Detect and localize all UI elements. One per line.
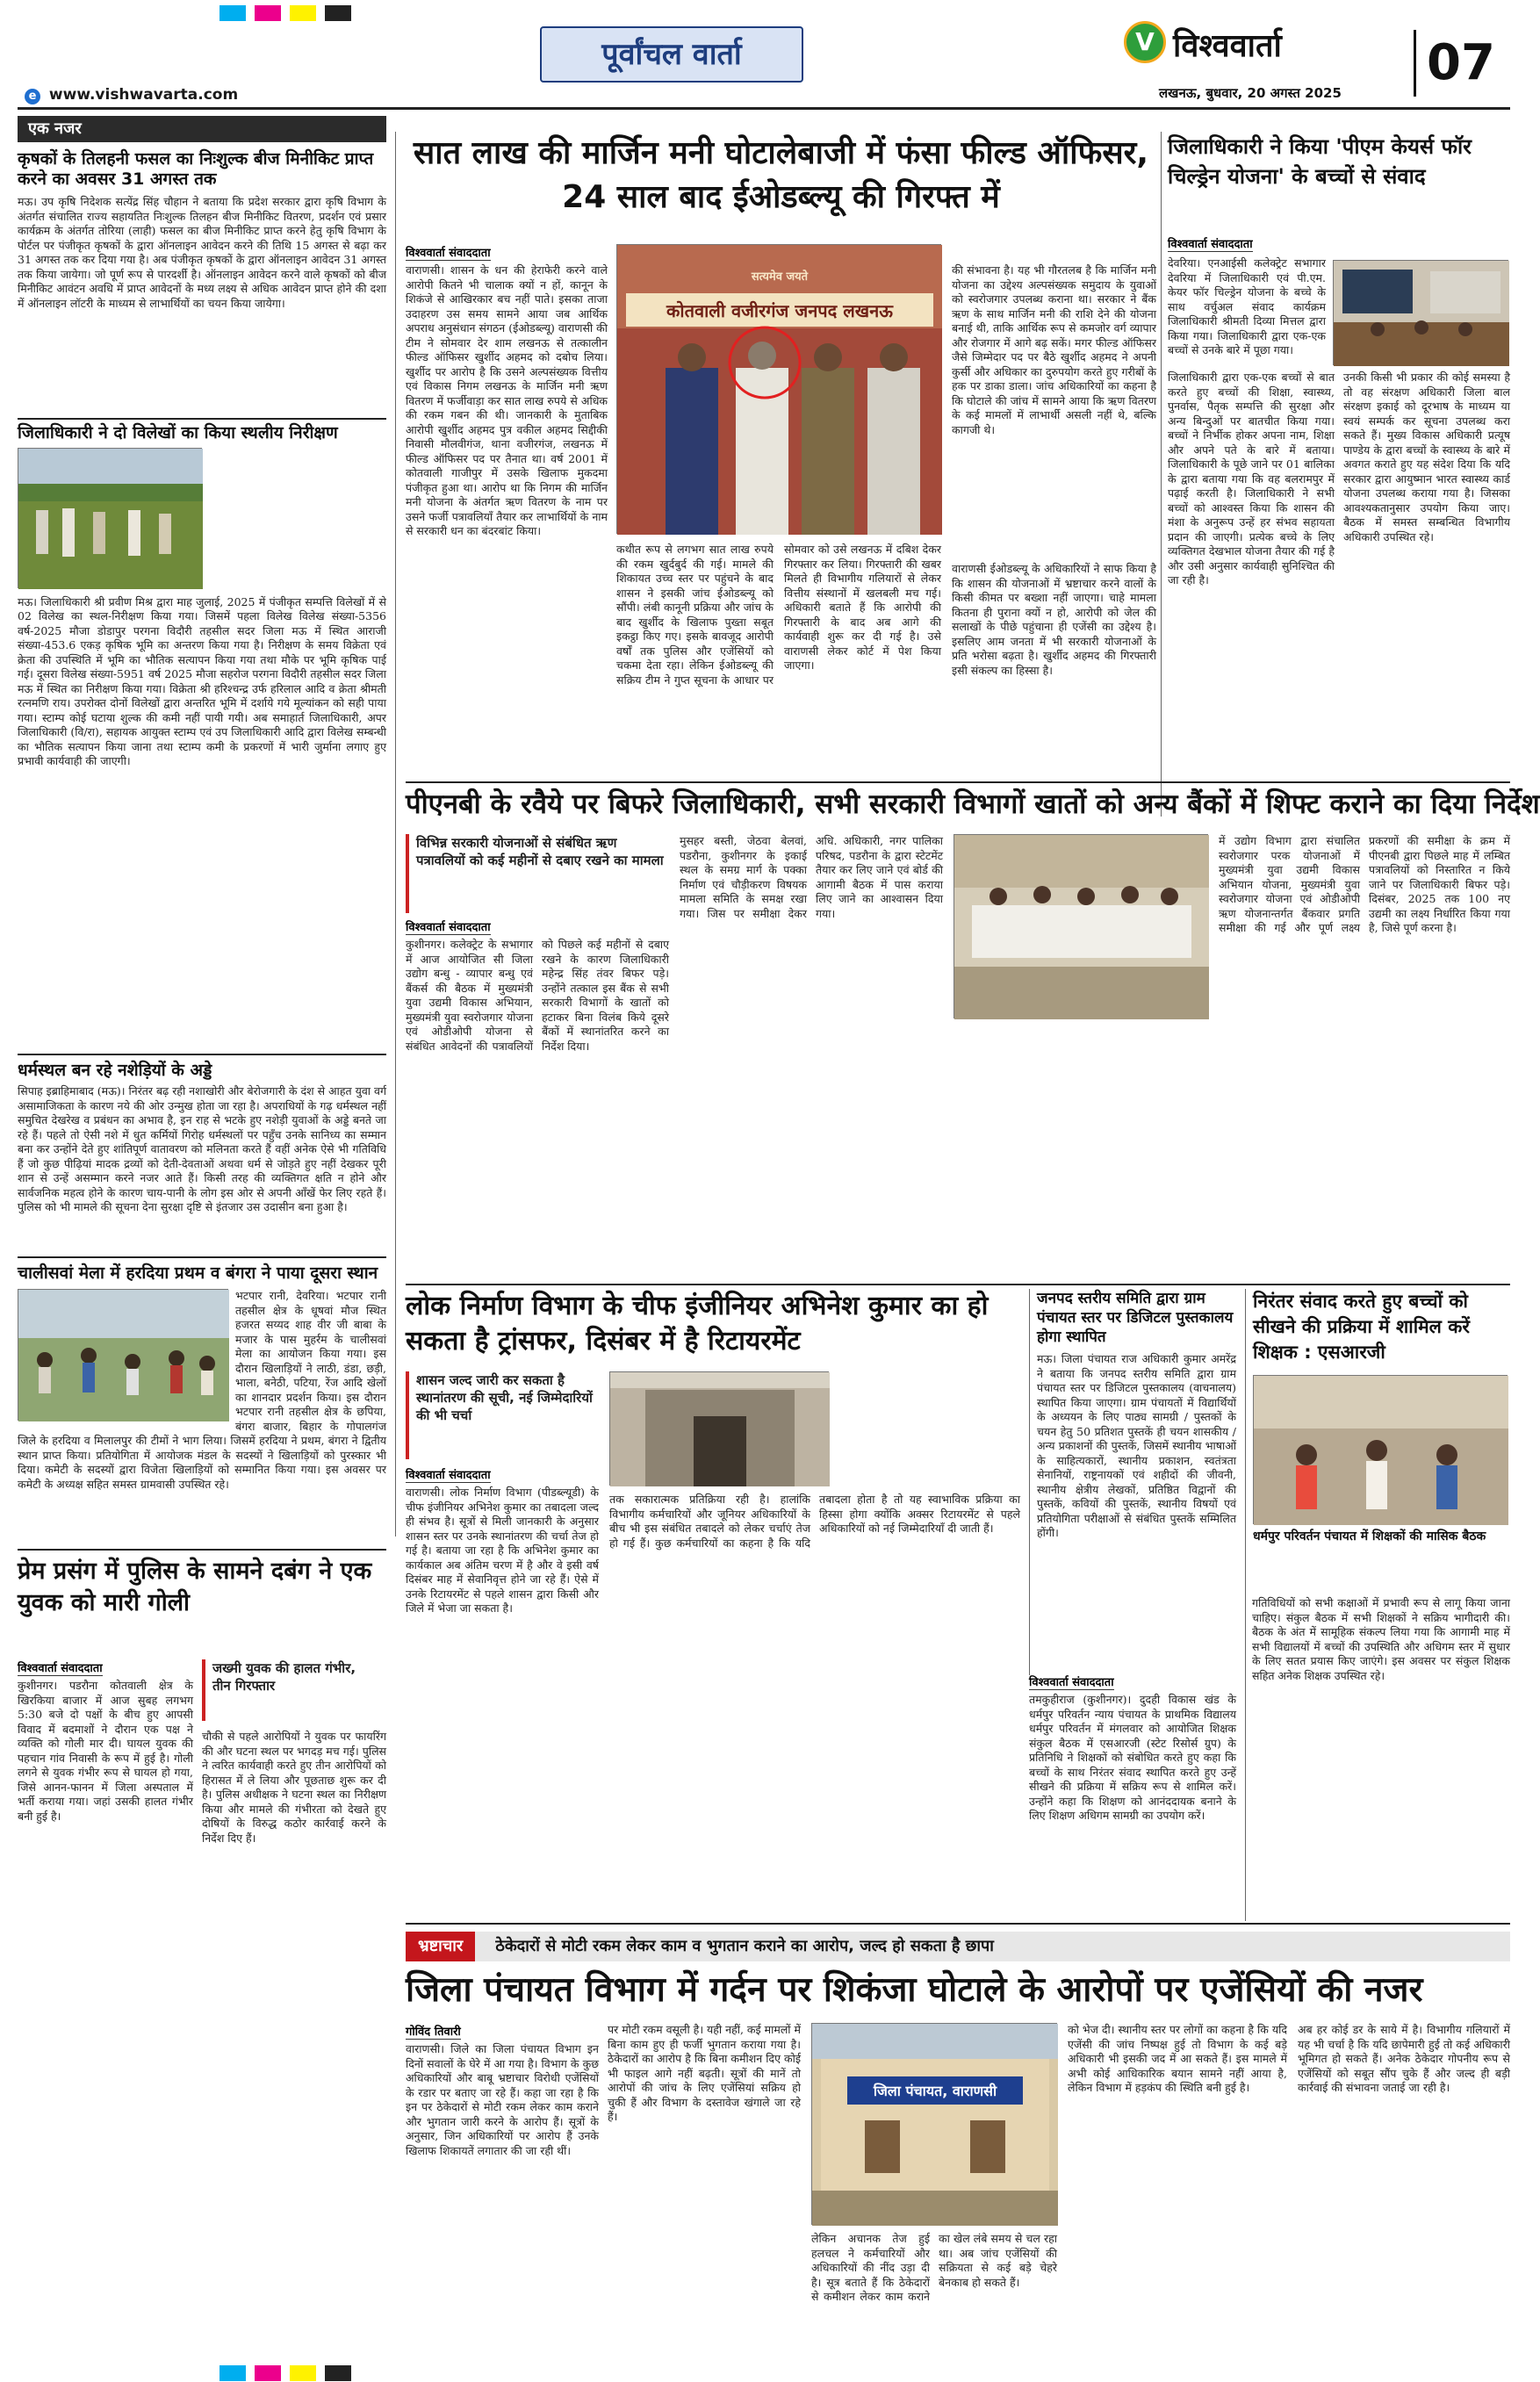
zp-kicker: भ्रष्टाचार [406, 1932, 475, 1961]
love-byline [18, 1659, 103, 1675]
library-headline: जनपद स्तरीय समिति द्वारा ग्राम पंचायत स्तर पर डिजिटल पुस्तकालय होगा स्थापित [1037, 1290, 1234, 1346]
love-quote-text: जख्मी युवक की हालत गंभीर, तीन गिरफ्तार [212, 1660, 356, 1694]
dm-body-2: जिलाधिकारी द्वारा एक-एक बच्चों से बात करते हुए बच्चों की शिक्षा, स्वास्थ्य, पुनर्वास, पैतृक सम्पत्ति की सुरक्षा और अन्य बिन्दुओं पर बातचीत किया गया। बच्चों ने निर्भीक होकर अपना नाम, शिक्षा और अपने पते के बारे में बताया। जिलाधिकारी के पूछे जाने पर 01 बालिका के द्वारा बताया गया कि वह बलरामपुर में पढ़ाई करती है। जिलाधिकारी ने सभी बच्चों को आश्वस्त किया कि शासन की मंशा के अनुरूप उन्हें हर संभव सहायता प्रदान की जाएगी। प्रत्येक बच्चे के लिए व्यक्तिगत देखभाल योजना तैयार की गई है और उसी अनुसार कार्यवाही सुनिश्चित की जा रही है। [1168, 371, 1335, 587]
left-column [18, 116, 386, 1047]
fee-body-3: की संभावना है। यह भी गौरतलब है कि मार्जिन मनी योजना का उद्देश्य अल्पसंख्यक समुदाय के युवाओं को स्वरोजगार उपलब्ध कराना था। सरकार ने बैंक ऋण के साथ मार्जिन मनी की राशि देने की योजना बनाई थी, ताकि आर्थिक रूप से कमजोर वर्ग व्यापार और रोजगार में आगे बढ़ सकें। मगर फील्ड ऑफिसर जैसे जिम्मेदार पद पर बैठे खुर्शीद अहमद ने अपनी कुर्सी और अधिकार का दुरुपयोग करते हुए गरीबों के हक पर डाका डाला। जांच अधिकारियों का कहना है कि घोटाले की जांच में सामने आया कि ऋण वितरण के कई मामलों में लाभार्थी असली नहीं थे, बल्कि कागजी थे। [952, 263, 1156, 436]
brand-name: विश्ववार्ता [1173, 28, 1282, 64]
teacher-headline: निरंतर संवाद करते हुए बच्चों को सीखने की प्रक्रिया में शामिल करें शिक्षक : एसआरजी [1253, 1291, 1470, 1363]
pnb-body-2b [680, 1018, 1208, 1273]
teacher-caption-text: धर्मपुर परिवर्तन पंचायत में शिक्षकों की मासिक बैठक [1253, 1529, 1486, 1544]
pwd-office-image [610, 1372, 830, 1486]
pwd-body-1: वाराणसी। लोक निर्माण विभाग (पीडब्ल्यूडी) के चीफ इंजीनियर अभिनेश कुमार का तबादला जल्द ही संभव है। सूत्रों से मिली जानकारी के अनुसार शासन स्तर पर उनके स्थानांतरण की चर्चा तेज हो गई है। बताया जा रहा है कि अभिनेश कुमार का कार्यकाल अब अंतिम चरण में है और वे इसी वर्ष दिसंबर माह में सेवानिवृत्त होने जा रहे हैं। ऐसे में उनके रिटायरमेंट से पहले शासन द्वारा किसी और जिले में भेजा जा सकता है। [406, 1486, 599, 1615]
police-station-sign: कोतवाली वजीरगंज जनपद लखनऊ [666, 300, 893, 321]
registration-mark-yellow [290, 5, 316, 21]
left-item1-body: मऊ। उप कृषि निदेशक सत्येंद्र सिंह चौहान ने बताया कि प्रदेश सरकार द्वारा कृषि विभाग के अंतर्गत संचालित राज्य सहायतित निःशुल्क तिलहन बीज मिनीकिट वितरण, प्रदर्शन एवं प्रसार कार्यक्रम के अंतर्गत तोरिया (लाही) फसल का बीज मिनीकिट प्राप्त करने हेतु कृषि विभाग के पोर्टल पर पंजीकृत कृषकों के द्वारा ऑनलाइन आवेदन करने की तिथि 15 अगस्त से बढ़ा कर 31 अगस्त तक कर दिया गया है। अब पंजीकृत कृषकों के द्वारा ऑनलाइन आवेदन 31 अगस्त तक किया जायेगा। जो पूर्ण रूप से पारदर्शी है। ऑनलाइन आवेदन करने वाले कृषकों को बीज मिनीकिट आवंटन अवधि में प्राप्त आवेदनों के मध्य लक्ष्य से अधिक आवेदन प्राप्त होने की दशा में ऑनलाइन लॉटरी के माध्यम से लाभार्थियों का चयन किया जायेगा। [18, 195, 386, 310]
fee-body-1: वाराणसी। शासन के धन की हेराफेरी करने वाले आरोपी कितने भी चालाक क्यों न हों, कानून के शिकंजे से आखिरकार बच नहीं पाते। इसका ताजा उदाहरण उस समय सामने आया जब आर्थिक अपराध अनुसंधान संगठन (ईओडब्ल्यू) वाराणसी की टीम ने सोमवार देर शाम लखनऊ से तत्कालीन फील्ड ऑफिसर खुर्शीद अहमद को दबोच लिया। खुर्शीद पर आरोप है कि उसने अल्पसंख्यक वित्तीय एवं विकास निगम लखनऊ के मार्जिन मनी ऋण वितरण में फर्जीवाड़ा कर सात लाख रुपये से अधिक की रकम गबन की थी। जानकारी के मुताबिक आरोपी खुर्शीद अहमद पुत्र वकील अहमद सिद्दीकी निवासी मौलवीगंज, थाना वजीरगंज, लखनऊ में फील्ड ऑफिसर पद पर तैनात था। वर्ष 2001 में कोतवाली गाजीपुर में उसके खिलाफ मुकदमा पंजीकृत हुआ था। आरोप था कि निगम की मार्जिन मनी योजना के अंतर्गत ऋण वितरण के नाम पर उसने फर्जी पत्रावलियाँ तैयार कर लाभार्थियों के नाम से सरकारी धन का बंदरबांट किया। [406, 263, 608, 537]
pnb-meeting-image [954, 835, 1209, 1019]
zp-office-photo [811, 2023, 1057, 2225]
web-e-icon: e [25, 89, 40, 104]
registration-mark-yellow-bottom [290, 2365, 316, 2381]
svg-text:सत्यमेव जयते: सत्यमेव जयते [751, 270, 809, 284]
love-quote [202, 1659, 378, 1721]
love-byline-text: विश्ववार्ता संवाददाता [18, 1662, 103, 1675]
brand-logo [1124, 21, 1166, 63]
library-body: मऊ। जिला पंचायत राज अधिकारी कुमार अमरेंद्र ने बताया कि जनपद स्तरीय समिति द्वारा ग्राम पंचायत स्तर पर डिजिटल पुस्तकालय (वाचनालय) स्थापित किया जाएगा। ग्राम पंचायतों में विद्यार्थियों के अध्ययन के लिए पाठ्य सामग्री / पुस्तकों के चयन हेतु 50 प्रतिशत पुस्तकें ही चयन शासकीय / अन्य प्रकाशनों की पुस्तकें, जिसमें स्थानीय भाषाओं के साहित्यकारों, स्थानीय प्रकाशन, स्वतंत्रता सेनानियों, राष्ट्रनायकों एवं शहीदों की जीवनी, स्थानीय क्षेत्रीय लेखकों, प्रतिष्ठित विद्वानों की पुस्तकें, कवियों की पुस्तकें, स्थानीय विषयों एवं प्रतियोगिता परीक्षाओं से संबंधित पुस्तकें सम्मिलित होंगी। [1037, 1352, 1236, 1539]
police-station-photo [616, 244, 941, 534]
zp-kicker-sub: ठेकेदारों से मोटी रकम लेकर काम व भुगतान कराने का आरोप, जल्द हो सकता है छापा [495, 1937, 994, 1955]
pnb-byline-text: विश्ववार्ता संवाददाता [406, 921, 491, 934]
dm-byline-text: विश्ववार्ता संवाददाता [1168, 238, 1253, 251]
col-sep-right [1161, 132, 1162, 817]
teacher-byline-text: विश्ववार्ता संवाददाता [1029, 1676, 1114, 1689]
pwd-quote [406, 1371, 599, 1459]
love-divider [18, 1549, 386, 1551]
fee-body-2: कथीत रूप से लगभग सात लाख रुपये की रकम खुर्दबुर्द की गई। मामले की शिकायत उच्च स्तर पर पहुंचने के बाद शासन ने इसकी जांच ईओडब्ल्यू को सौंपी। लंबी कानूनी प्रक्रिया और जांच के बाद खुर्शीद के खिलाफ पुख्ता सबूत इकट्ठा किए गए। इसके बावजूद आरोपी वर्षों तक पुलिस और एजेंसियों को चकमा देता रहा। लेकिन ईओडब्ल्यू की सक्रिय टीम ने गुप्त सूचना के आधार पर सोमवार को उसे लखनऊ में दबिश देकर गिरफ्तार कर लिया। गिरफ्तारी की खबर मिलते ही विभागीय गलियारों से लेकर वित्तीय संस्थानों में खलबली मच गई। अधिकारी बताते हैं कि आरोपी की गिरफ्तारी के बाद अब आगे की कार्यवाही शुरू कर दी गई है। उसे वाराणसी लेकर कोर्ट में पेश किया जाएगा। [616, 543, 941, 687]
zp-office-sign: जिला पंचायत, वाराणसी [873, 2083, 997, 2099]
zp-top-rule [406, 1923, 1510, 1925]
zp-body-1: वाराणसी। जिले का जिला पंचायत विभाग इन दिनों सवालों के घेरे में आ गया है। विभाग के कुछ अधिकारियों और बाबू भ्रष्टाचार विरोधी एजेंसियों के रडार पर बताए जा रहे हैं। कहा जा रहा है कि इन पर ठेकेदारों से मोटी रकम लेकर काम कराने और भुगतान जारी करने के आरोप हैं। सूत्रों के अनुसार, जिन अधिकारियों पर आरोप हैं उनके खिलाफ शिकायतें लगातार की जा रही थीं। [406, 2042, 599, 2157]
ek-nazar-label: एक नजर [18, 116, 386, 142]
zp-byline-text: गोविंद तिवारी [406, 2026, 461, 2039]
pnb-byline [406, 918, 491, 934]
pnb-quote [406, 834, 669, 913]
pnb-meeting-photo [954, 834, 1208, 1018]
left-item2-body: मऊ। जिलाधिकारी श्री प्रवीण मिश्र द्वारा माह जुलाई, 2025 में पंजीकृत सम्पत्ति विलेखों में से 02 विलेख का स्थल-निरीक्षण किया गया। जिसमें पहला विलेख विलेख संख्या-5356 वर्ष-2025 मौजा डोडापुर परगना विदौरी तहसील सदर जिला मऊ में स्थित आराजी संख्या-453.6 एकड़ कृषिक भूमि का अन्तरण किया गया है। निरीक्षण के समय विक्रेता एवं क्रेता की उपस्थिति में भूमि का भौतिक सत्यापन किया गया तथा मौके पर भूमि कृषिक पाई गई। दूसरा विलेख संख्या-5951 वर्ष 2025 मौजा सहरोज परगना विदौरी तहसील सदर जिला मऊ में स्थित का निरीक्षण किया गया। विक्रेता श्री हरिश्चन्द्र उर्फ हरिलाल आदि व क्रेता श्रीमती रत्नमणि राय। उपरोक्त दोनों विलेखों द्वारा अन्तरित भूमि में दर्शाये गये मूल्यांकन को सही पाया गया। स्टाम्प कोई घटाया शुल्क की कमी नहीं पायी गयी। अब समाहार्त जिलाधिकारी, अपर जिलाधिकारी (वि/रा), सहायक आयुक्त स्टाम्प एवं उप जिलाधिकारी आदि द्वारा विलेख सम्बन्धी का भौतिक सत्यापन किया जाना तथा स्टाम्प कमी के प्रकरणों में भारी जुर्माना लगाए हुए प्रभावी कार्यवाही की जाएगी। [18, 594, 386, 768]
story-library [1029, 1289, 1236, 1675]
fee-byline [406, 244, 491, 260]
fee-body-4: वाराणसी ईओडब्ल्यू के अधिकारियों ने साफ किया है कि शासन की योजनाओं में भ्रष्टाचार करने वालों के किसी कीमत पर बख्शा नहीं जाएगा। चाहे मामला कितना ही पुराना क्यों न हो, आरोपी को जेल की सलाखों के पीछे पहुंचाना ही एजेंसी का उद्देश्य है। इसलिए आम जनता में भी सरकारी योजनाओं के प्रति भरोसा बढ़ता है। खुर्शीद अहमद की गिरफ्तारी इसी संकल्प का हिस्सा है। [952, 562, 1156, 677]
website-line [25, 86, 238, 104]
fee-byline-text: विश्ववार्ता संवाददाता [406, 247, 491, 260]
dm-meeting-image [1334, 261, 1509, 366]
zp-body-3: लेकिन अचानक तेज हुई हलचल ने कर्मचारियों और अधिकारियों की नींद उड़ा दी है। सूत्र बताते हैं कि ठेकेदारों से कमीशन लेकर काम कराने का खेल लंबे समय से चल रहा था। अब जांच एजेंसियों की सक्रियता से कई बड़े चेहरे बेनकाब हो सकते हैं। [811, 2232, 1057, 2303]
header-rule [18, 107, 1510, 110]
zp-kicker-row [406, 1932, 1510, 1961]
fair-crowd-image [18, 1290, 229, 1421]
left-item2-title: जिलाधिकारी ने दो विलेखों का किया स्थलीय निरीक्षण [18, 423, 338, 443]
left-item3-body: सिपाह इब्राहिमाबाद (मऊ)। निरंतर बढ़ रही नशाखोरी और बेरोजगारी के दंश से आहत युवा वर्ग असामाजिकता के कारण नये की ओर उन्मुख होता जा रहा है। अपराधियों के गढ़ धर्मस्थल नहीं समुचित देखरेख व प्रबंधन का अभाव है, इन राह से भटके हुए नशेड़ी युवाओं के अड्डे बनते जा रहे हैं। पहले तो ऐसी नशे में धुत कर्मियों गिरोह धर्मस्थलों पर पहुँच उनके सानिध्य का सम्मान बना कर उन्होंने देते हुए शांतिपूर्ण वातावरण को मलिनता करते हैं वहीं अनेक ऐसे भी गतिविधि हैं जो कुछ पीढ़ियां मादक द्रव्यों को देती-देवताओं अथवा धर्म से जोड़ते हुए नहीं देखकर पूरी शान से उन्हें असम्मान करने नजर आते हैं। किसी तरह की व्यक्तिगत क्षति न होने और सार्वजनिक महत्व होने के कारण चाय-पानी के लोग इस ओर से अपनी आँखें फेर लिए रहते हैं। पुलिस को भी मामले की सूचना देना सुरक्षा दृष्टि से इंतजार उस उदासीन बना हुआ है। [18, 1084, 386, 1214]
story-dm-pm-cares [1168, 132, 1510, 817]
col-sep-left [395, 132, 396, 1536]
pnb-body-1: कुशीनगर। कलेक्ट्रेट के सभागार में आज आयोजित सी जिला उद्योग बन्धु - व्यापार बन्धु एवं बैंकर्स की बैठक में मुख्यमंत्री युवा उद्यमी विकास अभियान, मुख्यमंत्री युवा स्वरोजगार योजना एवं ओडीओपी योजना से संबंधित आवेदनों की पत्रावलियों को पिछले कई महीनों से दबाए रखने के कारण जिलाधिकारी महेन्द्र सिंह तंवर बिफर पड़े। उन्होंने तत्काल इस बैंक से सभी सरकारी विभागों के खातों को हटाकर बिना विलंब किये दूसरे बैंकों में स्थानांतरित करने का निर्देश दिया। [406, 938, 669, 1053]
dm-body-3: उनकी किसी भी प्रकार की कोई समस्या है तो वह संरक्षण अधिकारी जिला बाल संरक्षण इकाई को दूरभाष के माध्यम या स्वयं सम्पर्क कर सूचना उपलब्ध करा सकते हैं। मुख्य विकास अधिकारी प्रत्यूष पाण्डेय के द्वारा बच्चों के स्वास्थ्य के बारे में अवगत कराते हुए यह संदेश दिया कि यदि सरकार द्वारा आयुष्मान भारत स्वास्थ्य कार्ड योजना उपलब्ध कराया गया है। जिसका आवश्यकतानुसार उपयोग किया जाए। बैठक में समस्त सम्बन्धित विभागीय अधिकारी उपस्थित रहे। [1343, 371, 1510, 543]
masthead [0, 0, 1528, 111]
story-pnb [406, 787, 1540, 1287]
left-column-lower [18, 1054, 386, 1545]
left-item3-title: धर्मस्थल बन रहे नशेड़ियों के अड्डे [18, 1061, 212, 1080]
teacher-meeting-image [1254, 1376, 1508, 1525]
left-divider-3 [18, 1256, 386, 1258]
pwd-byline-text: विश्ववार्ता संवाददाता [406, 1469, 491, 1482]
pnb-body-3: में उद्योग विभाग द्वारा संचालित स्वरोजगार परक योजनाओं में मुख्यमंत्री युवा उद्यमी विकास अभियान योजना, मुख्यमंत्री युवा स्वरोजगार योजना एवं ओडीओपी ऋण योजनान्तर्गत बैंकवार प्रगति समीक्षा की गई और पूर्ण लक्ष्य प्रकरणों की समीक्षा के क्रम में पीएनबी द्वारा पिछले माह में लम्बित पत्रावलियों को निस्तारित न किये जाने पर जिलाधिकारी बिफर पड़े। दिसंबर, 2025 तक 100 नए उद्यमी का लक्ष्य निर्धारित किया गया है, जिसे पूर्ण करना है। [1219, 834, 1510, 934]
left-divider-2 [18, 1054, 386, 1055]
page-number-box [1414, 30, 1505, 97]
registration-mark-black [325, 5, 351, 21]
love-headline: प्रेम प्रसंग में पुलिस के सामने दबंग ने एक युवक को मारी गोली [18, 1558, 372, 1616]
pnb-body-2: मुसहर बस्ती, जेठवा बेलवां, पडरौना, कुशीनगर के इकाई स्थल के समग्र मार्ग के पक्का निर्माण एवं चौड़ीकरण विषयक मामला समिति के समक्ष रखा गया। जिस पर समीक्षा देकर अधि. अधिकारी, नगर पालिका परिषद, पडरौना के द्वारा स्टेटमेंट तैयार कर लिए जाने एवं बोर्ड की आगामी बैठक में पास कराया लिए जाने का आश्वासन दिया गया। [680, 834, 943, 920]
love-body-1: कुशीनगर। पडरौना कोतवाली क्षेत्र के खिरकिया बाजार में आज सुबह लगभग 5:30 बजे दो पक्षों के बीच हुए आपसी विवाद में बदमाशों ने दौरान एक पक्ष ने व्यक्ति को गोली मार दी। घायल युवक की पहचान गांव निवासी के रूप में हुई है। गोली लगने से युवक गंभीर रूप से घायल हो गया, जिसे आनन-फानन में जिला अस्पताल में भर्ती कराया गया। जहां उसकी हालत गंभीर बनी हुई है। [18, 1679, 193, 1823]
fee-headline: सात लाख की मार्जिन मनी घोटालेबाजी में फंसा फील्ड ऑफिसर, 24 साल बाद ईओडब्ल्यू की गिरफ्त में [413, 135, 1149, 215]
pwd-body-2: तक सकारात्मक प्रतिक्रिया रही है। हालांकि विभागीय कर्मचारियों और जूनियर अधिकारियों के बीच भी इस संबंधित तबादले को लेकर चर्चाएं तेज हो गई हैं। कुछ कर्मचारियों का कहना है कि यदि तबादला होता है तो यह स्वाभाविक प्रक्रिया का हिस्सा होगा क्योंकि अक्सर रिटायरमेंट से पहले अधिकारियों को नई जिम्मेदारियाँ दी जाती हैं। [609, 1493, 1020, 1550]
teacher-body-2: गतिविधियों को सभी कक्षाओं में प्रभावी रूप से लागू किया जाना चाहिए। संकुल बैठक में सभी शिक्षकों ने सक्रिय भागीदारी की। बैठक के अंत में सामूहिक संकल्प लिया गया कि आगामी माह में सभी विद्यालयों में बच्चों की उपस्थिति और अधिगम स्तर में सुधार के लिए सतत प्रयास किए जाएंगे। इस अवसर पर संकुल शिक्षक सहित अनेक शिक्षक उपस्थित रहे। [1252, 1596, 1510, 1682]
dm-byline [1168, 235, 1510, 251]
pwd-headline: लोक निर्माण विभाग के चीफ इंजीनियर अभिनेश कुमार का हो सकता है ट्रांसफर, दिसंबर में है रिटायरमेंट [406, 1291, 989, 1357]
dateline: लखनऊ, बुधवार, 20 अगस्त 2025 [1159, 85, 1342, 101]
left-divider-1 [18, 418, 386, 420]
teacher-meeting-photo [1253, 1375, 1508, 1524]
left-item4-title: चालीसवां मेला में हरदिया प्रथम व बंगरा ने पाया दूसरा स्थान [18, 1263, 378, 1284]
left-item1-title: कृषकों के तिलहनी फसल का निःशुल्क बीज मिनीकिट प्राप्त करने का अवसर 31 अगस्त तक [18, 149, 374, 190]
pwd-quote-text: शासन जल्द जारी कर सकता है स्थानांतरण की सूची, नई जिम्मेदारियों की भी चर्चा [416, 1372, 593, 1423]
registration-mark-cyan-bottom [219, 2365, 246, 2381]
section-title: पूर्वांचल वार्ता [601, 37, 742, 72]
zp-office-image [812, 2024, 1058, 2226]
website-url[interactable]: www.vishwavarta.com [48, 86, 239, 104]
pnb-quote-text: विभिन्न सरकारी योजनाओं से संबंधित ऋण पत्रावलियों को कई महीनों से दबाए रखने का मामला [416, 835, 664, 868]
page-number: 07 [1427, 34, 1495, 91]
police-station-image [617, 245, 942, 535]
pnb-divider [406, 781, 1510, 783]
zp-body-4: को भेज दी। स्थानीय स्तर पर लोगों का कहना है कि यदि एजेंसी की जांच निष्पक्ष हुई तो विभाग के कई बड़े अधिकारी भी इसकी जद में आ सकते हैं। इस मामले में अभी कोई आधिकारिक बयान सामने नहीं आया है, लेकिन विभाग में हड़कंप की स्थिति बनी हुई है। [1068, 2023, 1287, 2094]
teacher-body-1: तमकुहीराज (कुशीनगर)। दुदही विकास खंड के धर्मपुर परिवर्तन न्याय पंचायत के प्राथमिक विद्यालय धर्मपुर परिवर्तन में मंगलवार को आयोजित शिक्षक संकुल बैठक में एसआरजी (स्टेट रिसोर्स ग्रुप) के प्रतिनिधि ने शिक्षकों को संबोधित करते हुए कहा कि बच्चों के साथ निरंतर संवाद स्थापित करते हुए उन्हें सीखने की प्रक्रिया में सक्रिय रूप से शामिल करें। उन्होंने कहा कि शिक्षण को आनंददायक बनाने के लिए शिक्षण अधिगम सामग्री का उपयोग करें। [1029, 1693, 1236, 1822]
fair-photo [18, 1289, 228, 1421]
love-body-2: चौकी से पहले आरोपियों ने युवक पर फायरिंग की और घटना स्थल पर भगदड़ मच गई। पुलिस ने त्वरित कार्यवाही करते हुए तीन आरोपियों को हिरासत में ले लिया और पूछताछ शुरू कर दी है। पुलिस अधीक्षक ने घटना स्थल का निरीक्षण किया और मामले की गंभीरता को देखते हुए दोषियों के विरुद्ध कठोर कार्रवाई करने के निर्देश दिए हैं। [202, 1730, 386, 1845]
section-banner [540, 26, 803, 83]
zp-byline [406, 2023, 461, 2039]
zp-body-5: अब हर कोई डर के साये में है। विभागीय गलियारों में यह भी चर्चा है कि यदि छापेमारी हुई तो कई अधिकारी भूमिगत हो सकते हैं। अनेक ठेकेदार गोपनीय रूप से एजेंसियों को सबूत सौंप चुके हैं और जल्द ही बड़ी कार्रवाई की संभावना जताई जा रही है। [1298, 2023, 1510, 2094]
brand-v-icon: V [1135, 27, 1155, 56]
pnb-headline: पीएनबी के रवैये पर बिफरे जिलाधिकारी, सभी सरकारी विभागों खातों को अन्य बैंकों में शिफ्ट कराने का दिया निर्देश [406, 788, 1540, 820]
dm-body-1: देवरिया। एनआईसी कलेक्ट्रेट सभागार देवरिया में जिलाधिकारी एवं पी.एम. केयर फॉर चिल्ड्रेन योजना के बच्चे के साथ वर्चुअल संवाद कार्यक्रम जिलाधिकारी श्रीमती दिव्या मित्तल द्वारा किया गया। जिलाधिकारी द्वारा एक-एक बच्चों से उनके बारे में पूछा गया। [1168, 256, 1326, 356]
registration-mark-magenta-bottom [255, 2365, 281, 2381]
zp-body-2: पर मोटी रकम वसूली है। यही नहीं, कई मामलों में बिना काम हुए ही फर्जी भुगतान कराया गया है। ठेकेदारों का आरोप है कि बिना कमीशन दिए कोई भी फाइल आगे नहीं बढ़ती। सूत्रों की मानें तो आरोपों की जांच के लिए एजेंसियां सक्रिय हो चुकी हैं और विभाग के दस्तावेज खंगाले जा रहे हैं। [608, 2023, 801, 2123]
pwd-byline [406, 1466, 491, 1482]
dm-meeting-photo [1333, 260, 1508, 365]
registration-mark-magenta [255, 5, 281, 21]
zp-headline: जिला पंचायत विभाग में गर्दन पर शिकंजा घोटाले के आरोपों पर एजेंसियों की नजर [406, 1970, 1423, 2010]
teacher-sub-caption [1253, 1528, 1508, 1544]
pwd-office-photo [609, 1371, 829, 1486]
pwd-divider [406, 1284, 1510, 1285]
dm-headline: जिलाधिकारी ने किया 'पीएम केयर्स फॉर चिल्ड्रेन योजना' के बच्चों से संवाद [1168, 134, 1472, 189]
registration-mark-black-bottom [325, 2365, 351, 2381]
registration-mark-cyan [219, 5, 246, 21]
story-zila-panchayat [406, 1923, 1510, 2362]
left-item4-body: भटपार रानी, देवरिया। भटपार रानी तहसील क्षेत्र के धूषवां मौज स्थित हजरत सय्यद शाह वीर जी बाबा के मजार के पास मुहर्रम के चालीसवां मेला का आयोजन किया गया। इस दौरान खिलाड़ियों ने लाठी, डंडा, छड़ी, भाला, बनेठी, पटिया, रेंज आदि खेलों का शानदार प्रदर्शन किया। इस दौरान भटपार रानी तहसील क्षेत्र के छपिया, बंगरा बाजार, बिहार के गोपालगंज जिले के हरदिया व मिलालपुर की टीमों ने भाग लिया। जिसमें हरदिया ने प्रथम, बंगरा ने द्वितीय स्थान प्राप्त किया। प्रतियोगिता में आयोजक मंडल के सदस्यों ने खिलाड़ियों को पुरस्कार भी दिया। कमेटी के सदस्यों द्वारा विजेता खिलाड़ियों को सम्मानित किया गया। इस अवसर पर कमेटी के अध्यक्ष सहित समस्त ग्रामवासी उपस्थित रहे। [18, 1289, 386, 1491]
left-item2-wrap [18, 448, 386, 825]
